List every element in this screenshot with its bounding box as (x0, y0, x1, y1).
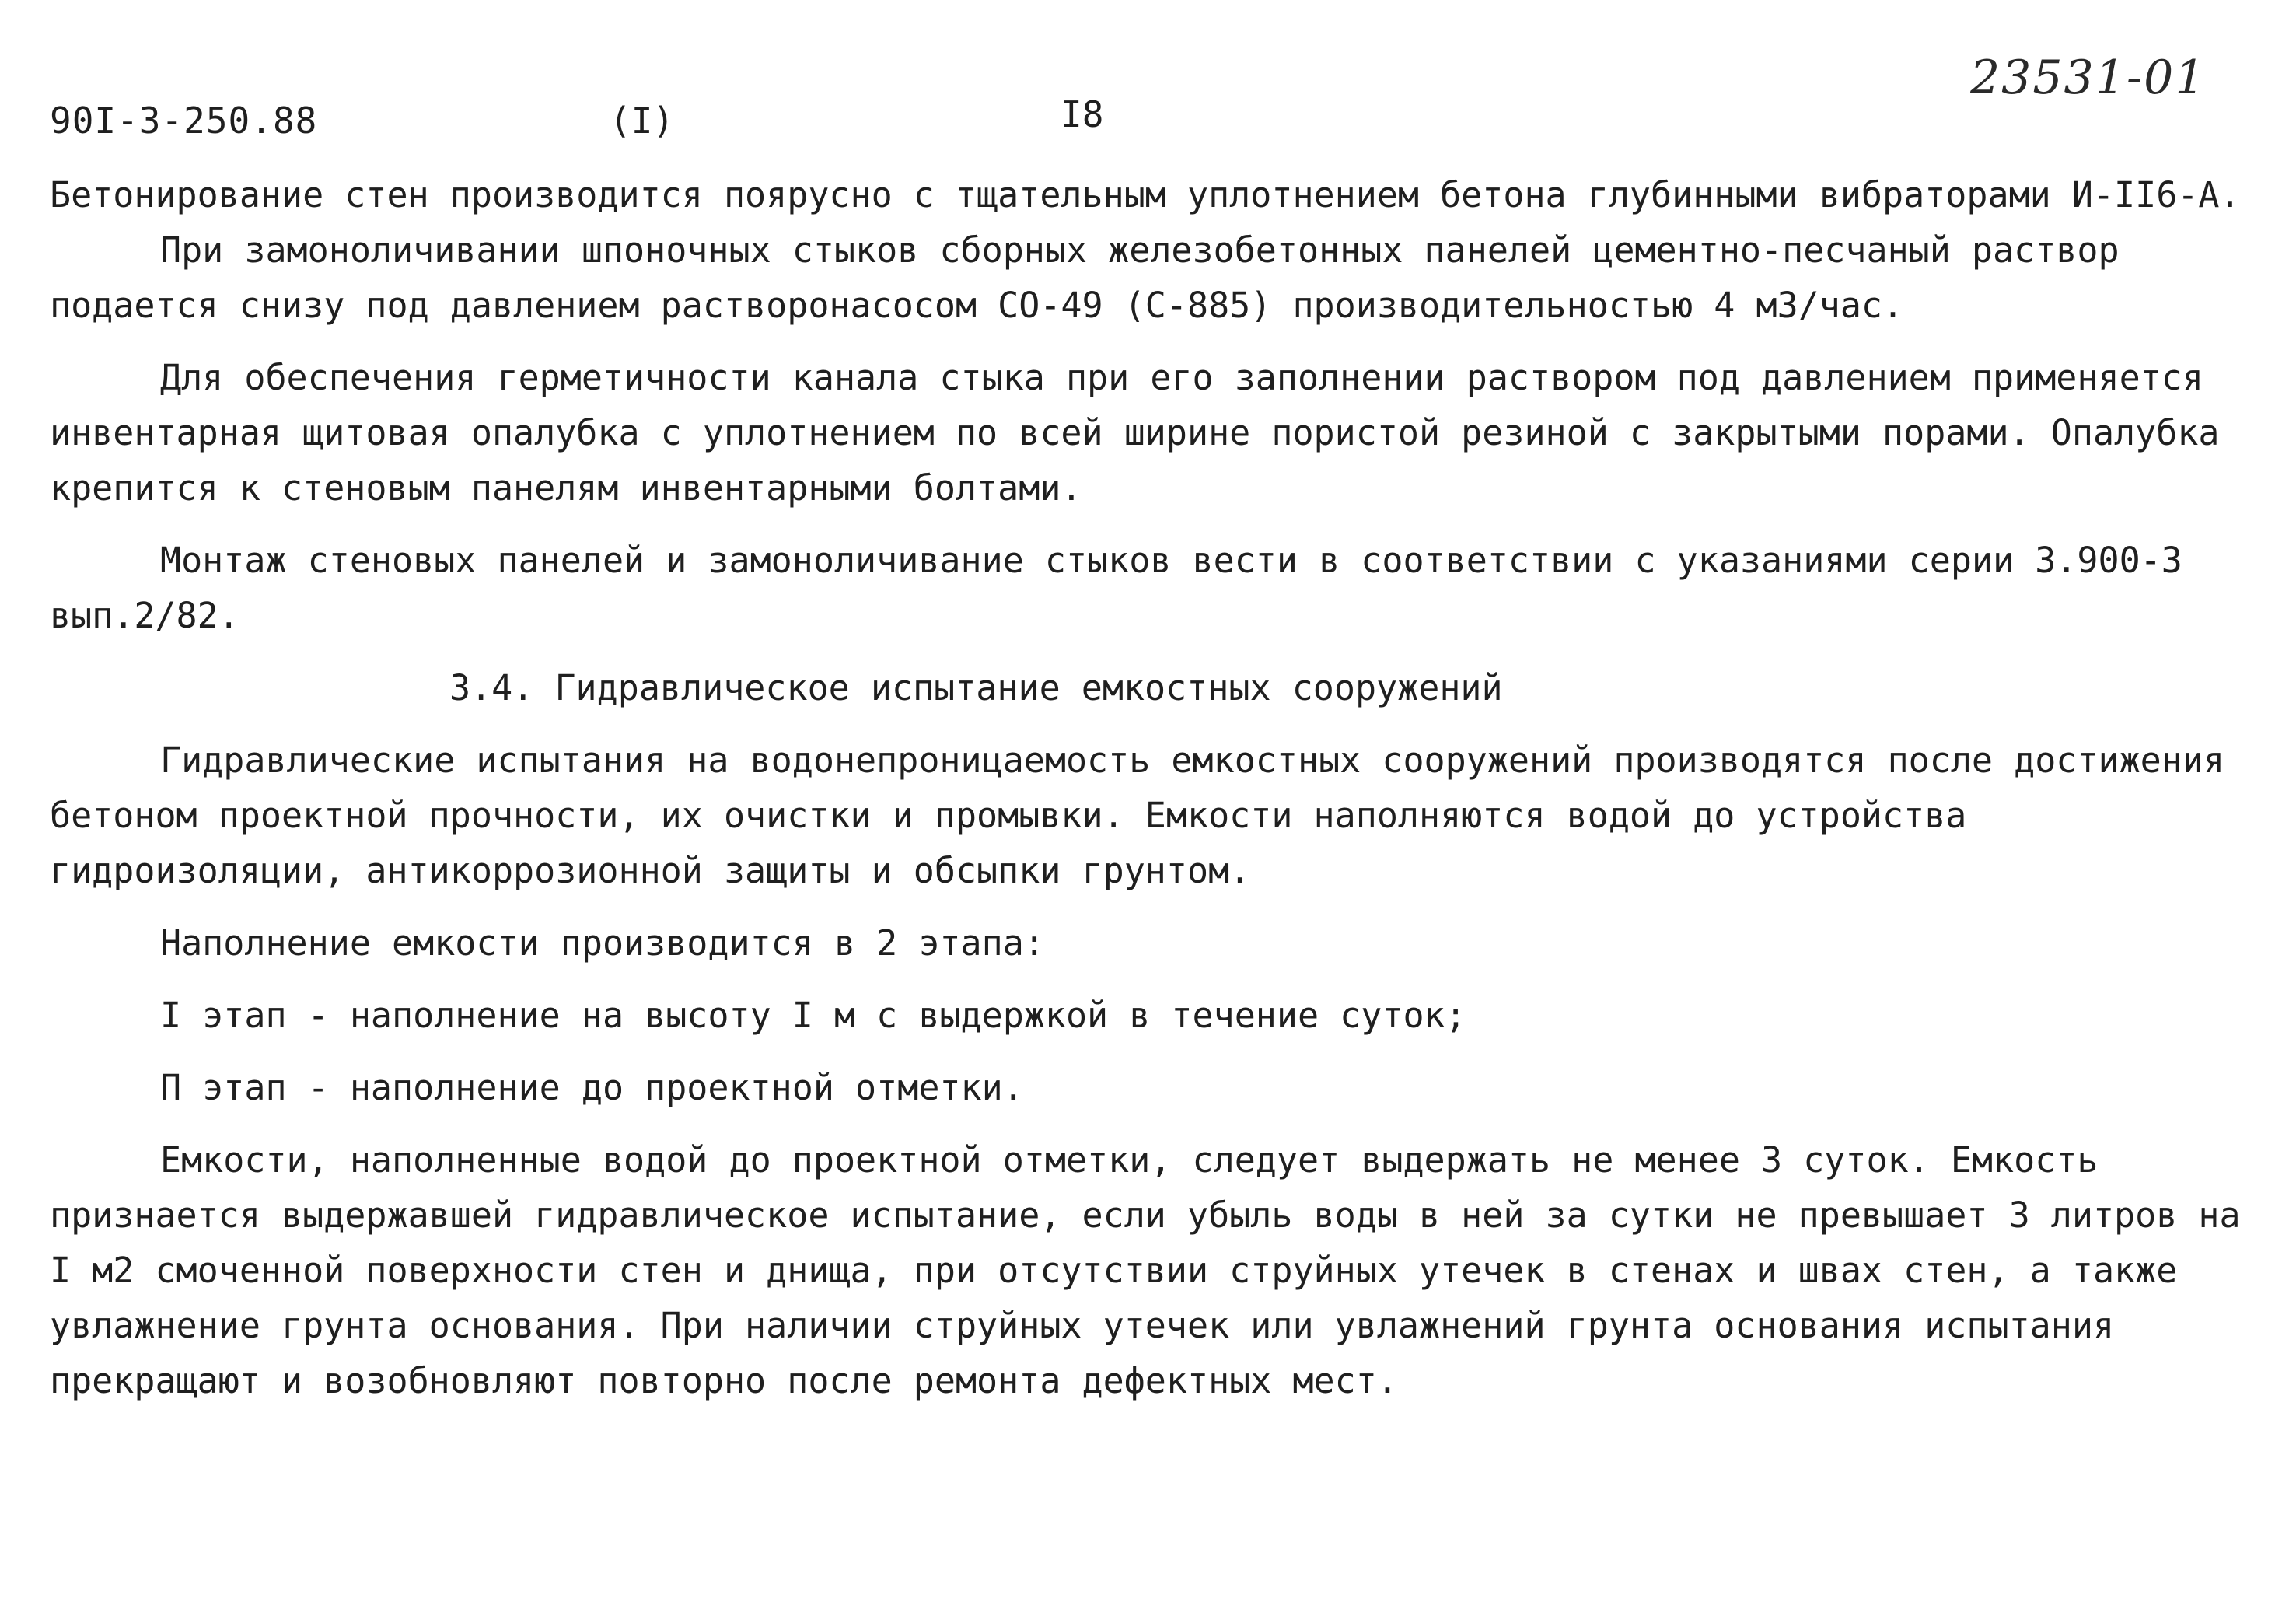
paragraph-acceptance: Емкости, наполненные водой до проектной отметки, следует выдержать не менее 3 суток. Емкость признается выдержавшей гидравлическое испытание, если убыль воды в ней за сутки не превышает 3 литров на I м2 смоченной поверхности стен и днища, при отсутствии струйных утечек в стенах и швах стен, а также увлажнение грунта основания. При наличии струйных утечек или увлажнений грунта основания испытания прекращают и возобновляют повторно после ремонта дефектных мест. (50, 1139, 2241, 1401)
paragraph-gap (50, 898, 2250, 915)
paragraph-filling-stages: Наполнение емкости производится в 2 этапа: (160, 922, 1045, 964)
section-heading: 3.4. Гидравлическое испытание емкостных сооружений (449, 667, 1503, 708)
paragraph-gap (50, 516, 2250, 533)
paragraph-installation: Монтаж стеновых панелей и замоноличивание стыков вести в соответствии с указаниями серии 3.900-3 вып.2/82. (50, 540, 2182, 636)
sheet-marker: (I) (610, 100, 675, 142)
paragraph-gap (50, 1043, 2250, 1060)
page-number: I8 (1061, 93, 1104, 135)
paragraph-formwork: Для обеспечения герметичности канала стыка при его заполнении раствором под давлением применяется инвентарная щитовая опалубка с уплотнением по всей ширине пористой резиной с закрытыми порами. Опалубка крепится к стеновым панелям инвентарными болтами. (50, 357, 2220, 509)
stage-two: П этап - наполнение до проектной отметки. (160, 1067, 1024, 1108)
paragraph-gap (50, 971, 2250, 988)
paragraph-gap (50, 643, 2250, 660)
paragraph-gap (50, 715, 2250, 733)
paragraph-hydraulic-tests: Гидравлические испытания на водонепроницаемость емкостных сооружений производятся после достижения бетоном проектной прочности, их очистки и промывки. Емкости наполняются водой до устройства гидроизоляции, антикоррозионной защиты и обсыпки грунтом. (50, 740, 2225, 891)
page-header (50, 51, 2242, 171)
paragraph-concreting: Бетонирование стен производится поярусно с тщательным уплотнением бетона глубинными вибраторами И-II6-А. (50, 174, 2241, 215)
paragraph-joint-grouting: При замоноличивании шпоночных стыков сборных железобетонных панелей цементно-песчаный раствор подается снизу под давлением растворонасосом СО-49 (С-885) производительностью 4 м3/час. (50, 229, 2120, 326)
handwritten-inventory-number: 23531-01 (1970, 51, 2207, 105)
paragraph-gap (50, 1115, 2250, 1132)
document-code: 90I-3-250.88 (50, 100, 318, 142)
document-body (50, 167, 2250, 1408)
paragraph-gap (50, 333, 2250, 350)
stage-one: I этап - наполнение на высоту I м с выдержкой в течение суток; (160, 995, 1466, 1036)
